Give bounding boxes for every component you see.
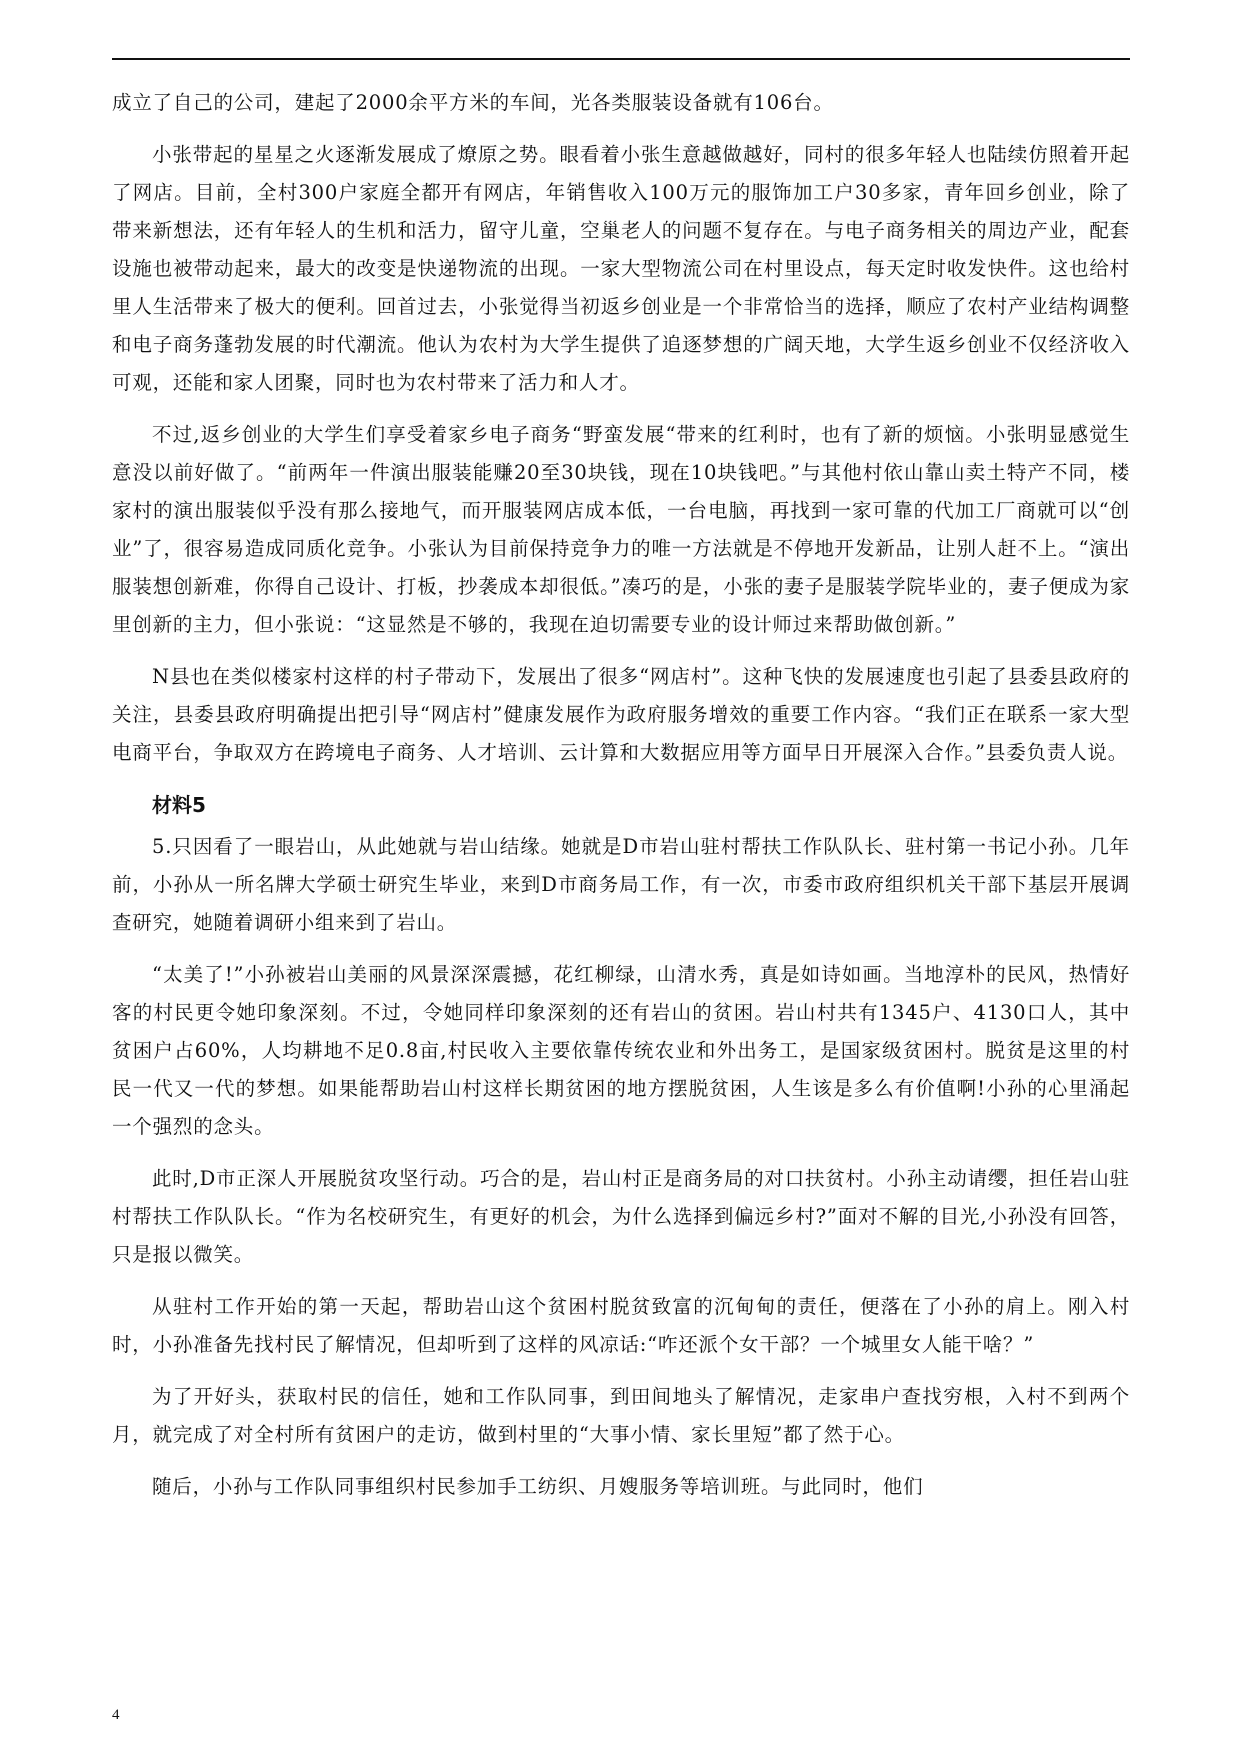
paragraph: 随后，小孙与工作队同事组织村民参加手工纺织、月嫂服务等培训班。与此同时，他们 (152, 1475, 924, 1498)
header-rule (112, 58, 1130, 60)
paragraph: 小张带起的星星之火逐渐发展成了燎原之势。眼看着小张生意越做越好，同村的很多年轻人也陆续仿照着开起了网店。目前，全村300户家庭全都开有网店，年销售收入100万元的服饰加工户30多家，青年回乡创业，除了带来新想法，还有年轻人的生机和活力，留守儿童，空巢老人的问题不复存在。与电子商务相关的周边产业，配套设施也被带动起来，最大的改变是快递物流的出现。一家大型物流公司在村里设点，每天定时收发快件。这也给村里人生活带来了极大的便利。回首过去，小张觉得当初返乡创业是一个非常恰当的选择，顺应了农村产业结构调整和电子商务蓬勃发展的时代潮流。他认为农村为大学生提供了追逐梦想的广阔天地，大学生返乡创业不仅经济收入可观，还能和家人团聚，同时也为农村带来了活力和人才。 (112, 143, 1130, 394)
document-body (112, 84, 1130, 1520)
paragraph-continued: 成立了自己的公司，建起了2000余平方米的车间，光各类服装设备就有106台。 (112, 91, 834, 114)
paragraph: 此时,D市正深人开展脱贫攻坚行动。巧合的是，岩山村正是商务局的对口扶贫村。小孙主动请缨，担任岩山驻村帮扶工作队队长。“作为名校研究生，有更好的机会，为什么选择到偏远乡村?”面对不解的目光,小孙没有回答，只是报以微笑。 (112, 1167, 1130, 1266)
paragraph: 不过,返乡创业的大学生们享受着家乡电子商务“野蛮发展“带来的红利时，也有了新的烦恼。小张明显感觉生意没以前好做了。“前两年一件演出服装能赚20至30块钱，现在10块钱吧。”与其他村依山靠山卖土特产不同，楼家村的演出服装似乎没有那么接地气，而开服装网店成本低，一台电脑，再找到一家可靠的代加工厂商就可以“创业”了，很容易造成同质化竞争。小张认为目前保持竞争力的唯一方法就是不停地开发新品，让别人赶不上。“演出服装想创新难，你得自己设计、打板，抄袭成本却很低。”凑巧的是，小张的妻子是服装学院毕业的，妻子便成为家里创新的主力，但小张说：“这显然是不够的，我现在迫切需要专业的设计师过来帮助做创新。” (112, 423, 1130, 636)
page-number: 4 (112, 1707, 120, 1723)
paragraph: “太美了!”小孙被岩山美丽的风景深深震撼，花红柳绿，山清水秀，真是如诗如画。当地淳朴的民风，热情好客的村民更令她印象深刻。不过，令她同样印象深刻的还有岩山的贫困。岩山村共有1345户、4130口人，其中贫困户占60%，人均耕地不足0.8亩,村民收入主要依靠传统农业和外出务工，是国家级贫困村。脱贫是这里的村民一代又一代的梦想。如果能帮助岩山村这样长期贫困的地方摆脱贫困，人生该是多么有价值啊!小孙的心里涌起一个强烈的念头。 (112, 963, 1130, 1138)
paragraph: N县也在类似楼家村这样的村子带动下，发展出了很多“网店村”。这种飞快的发展速度也引起了县委县政府的关注，县委县政府明确提出把引导“网店村”健康发展作为政府服务增效的重要工作内容。“我们正在联系一家大型电商平台，争取双方在跨境电子商务、人才培训、云计算和大数据应用等方面早日开展深入合作。”县委负责人说。 (112, 665, 1130, 764)
paragraph: 5.只因看了一眼岩山，从此她就与岩山结缘。她就是D市岩山驻村帮扶工作队队长、驻村第一书记小孙。几年前，小孙从一所名牌大学硕士研究生毕业，来到D市商务局工作，有一次，市委市政府组织机关干部下基层开展调查研究，她随着调研小组来到了岩山。 (112, 835, 1130, 934)
section-heading: 材料5 (152, 793, 206, 817)
paragraph: 从驻村工作开始的第一天起，帮助岩山这个贫困村脱贫致富的沉甸甸的责任，便落在了小孙的肩上。刚入村时，小孙准备先找村民了解情况，但却听到了这样的风凉话:“咋还派个女干部？一个城里女人能干啥？” (112, 1295, 1130, 1356)
paragraph: 为了开好头，获取村民的信任，她和工作队同事，到田间地头了解情况，走家串户查找穷根，入村不到两个月，就完成了对全村所有贫困户的走访，做到村里的“大事小情、家长里短”都了然于心。 (112, 1385, 1130, 1446)
